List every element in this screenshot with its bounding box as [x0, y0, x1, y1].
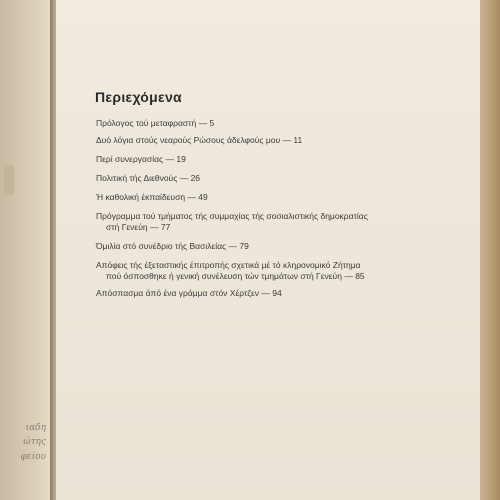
toc-entry-line	[96, 241, 426, 252]
toc-entry-title-cont: πού όσποσθηκε ή γενική συνέλευση τών τμημάτων στή Γενεύη	[106, 271, 342, 281]
toc-entry	[96, 241, 426, 252]
toc-dash: —	[179, 173, 189, 183]
toc-page-number: 94	[272, 288, 282, 298]
toc-entry-title: Περί συνεργασίας	[96, 154, 164, 164]
toc-page-number: 19	[176, 154, 186, 164]
toc-entry-line	[96, 192, 426, 203]
toc-entry-title: Πρόλογος τού μεταφραστή	[96, 118, 197, 128]
toc-entry	[96, 192, 426, 203]
toc-entry-line	[96, 288, 426, 299]
left-page-fragment: ιαδη	[25, 423, 46, 433]
toc-entry-line	[96, 222, 426, 233]
toc-dash: —	[149, 222, 159, 232]
toc-entry-line	[96, 271, 426, 282]
toc-dash: —	[187, 192, 196, 202]
toc-entry	[96, 118, 426, 129]
toc-dash: —	[282, 135, 292, 145]
toc-entry-title: Ή καθολική έκπαίδευση	[96, 192, 186, 202]
page-edge	[480, 0, 500, 500]
toc-page-number: 5	[209, 118, 215, 128]
table-of-contents	[96, 118, 426, 299]
toc-entry	[96, 211, 426, 233]
toc-entry-title: Δυό λόγια στούς νεαρούς Ρώσους άδελφούς μου	[96, 135, 281, 145]
toc-entry-title: Πολιτική τής Διεθνούς	[96, 173, 178, 183]
toc-entry	[96, 173, 426, 184]
toc-entry	[96, 260, 426, 282]
toc-entry	[96, 154, 426, 165]
toc-page-number: 79	[239, 241, 249, 251]
toc-entry-line	[96, 211, 426, 222]
toc-page-number: 85	[355, 271, 365, 281]
toc-entry-line	[96, 135, 426, 146]
toc-page-number: 26	[190, 173, 201, 183]
toc-entry-line	[96, 173, 426, 184]
toc-entry-title: Απόφεις τής έξεταστικής έπιτροπής σχετικά μέ τό κληρονομικό Ζήτημα	[96, 260, 361, 270]
toc-dash: —	[165, 154, 174, 164]
left-page-smudge	[4, 165, 14, 195]
toc-entry-line	[96, 260, 426, 271]
toc-dash: —	[198, 118, 208, 128]
toc-dash: —	[228, 241, 238, 251]
toc-entry	[96, 135, 426, 146]
toc-entry-title: Απόσπασμα άπό ένα γράμμα στόν Χέρτζεν	[96, 288, 259, 298]
toc-entry-title-cont: στή Γενεύη	[106, 222, 148, 232]
left-page-fragment: φείου	[20, 452, 46, 462]
toc-dash: —	[344, 271, 353, 281]
toc-entry-title: Πρόγραμμα τού τμήματος τής συμμαχίας τής σοσιαλιστικής δημοκρατίας	[96, 211, 368, 221]
left-page-fragment: ώτης	[23, 437, 46, 447]
toc-page-number: 49	[198, 192, 208, 202]
left-page-edge	[0, 0, 50, 500]
toc-entry-line	[96, 118, 426, 129]
toc-entry-title: Όμιλία στό συνέδριο τής Βασιλείας	[96, 241, 227, 251]
toc-page-number: 11	[293, 135, 303, 145]
contents-title: Περιεχόμενα	[95, 89, 182, 105]
toc-entry-line	[96, 154, 426, 165]
toc-dash: —	[261, 288, 270, 298]
toc-page-number: 77	[160, 222, 171, 232]
toc-entry	[96, 288, 426, 299]
